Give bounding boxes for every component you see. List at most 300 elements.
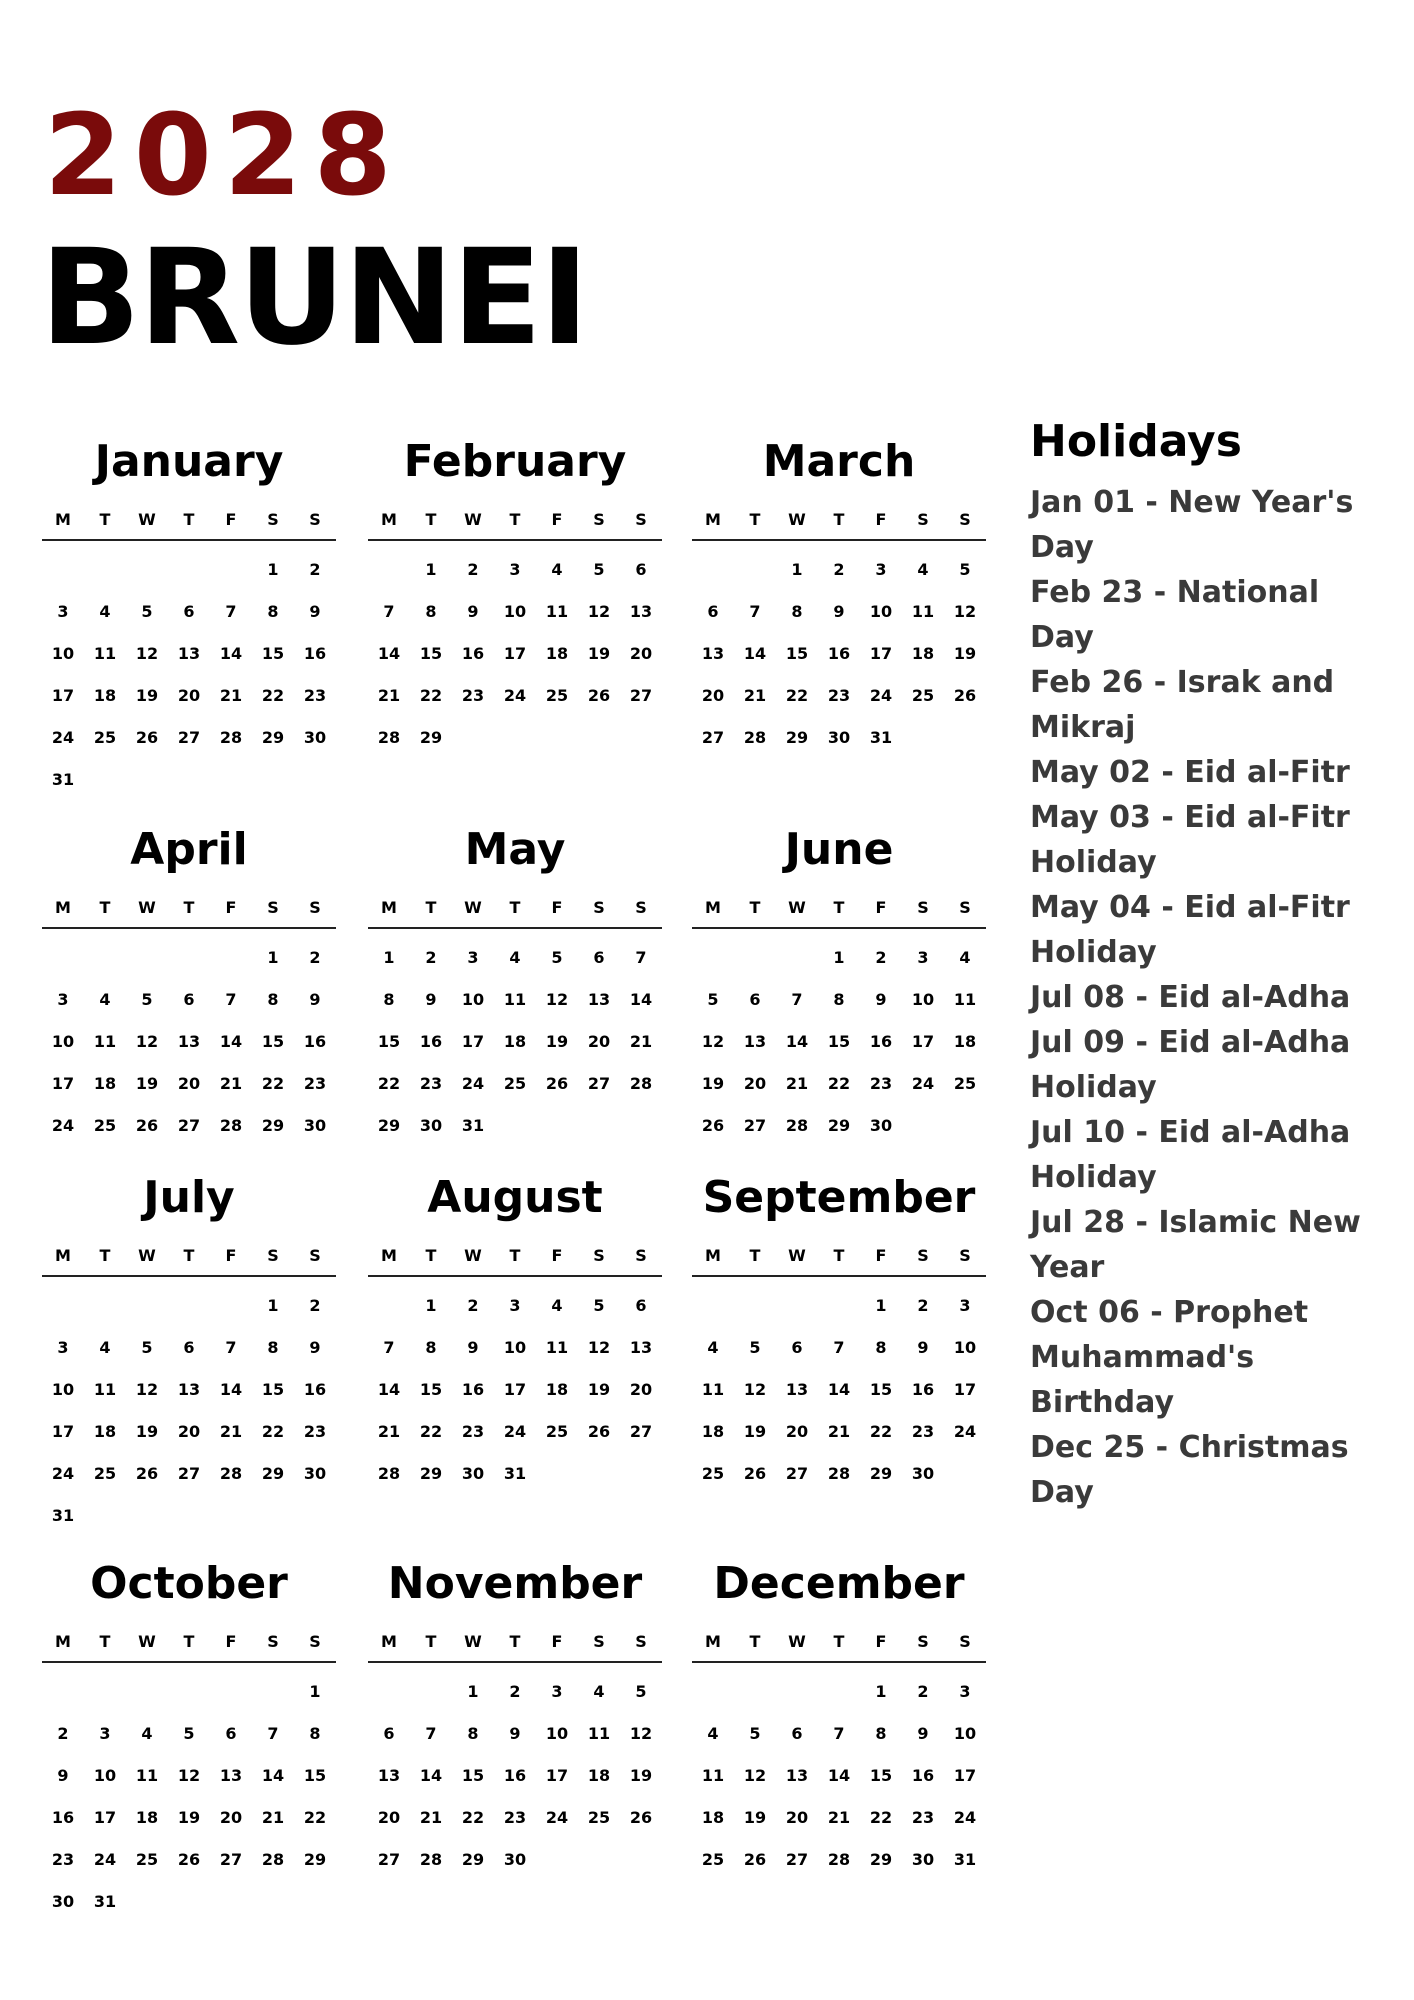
day-cell: 18 <box>701 1422 725 1441</box>
day-cell: 13 <box>177 1032 201 1051</box>
day-cell: 26 <box>135 728 159 747</box>
day-cell: 6 <box>749 990 761 1009</box>
day-cell: 17 <box>461 1032 485 1051</box>
day-cell: 27 <box>587 1074 611 1093</box>
day-cell: 11 <box>93 644 117 663</box>
day-cell: 12 <box>135 644 159 663</box>
day-cell: 19 <box>545 1032 569 1051</box>
month-june <box>692 824 986 1147</box>
day-cell: 28 <box>377 1464 401 1483</box>
weekday-header <box>368 1246 662 1277</box>
day-cell: 22 <box>419 1422 443 1441</box>
holiday-item: May 02 - Eid al-Fitr <box>1030 755 1350 790</box>
weekday-header <box>42 510 336 541</box>
day-cell: 10 <box>953 1338 977 1357</box>
day-cell: 19 <box>587 1380 611 1399</box>
day-cell: 18 <box>93 686 117 705</box>
day-cell: 29 <box>869 1850 893 1869</box>
month-name: February <box>403 436 627 487</box>
day-cell: 2 <box>309 560 321 579</box>
day-cell: 21 <box>785 1074 809 1093</box>
day-cell: 16 <box>303 1380 327 1399</box>
day-cell: 24 <box>503 686 527 705</box>
day-cell: 27 <box>785 1850 809 1869</box>
day-cell: 24 <box>953 1422 977 1441</box>
weekday-label: S <box>593 898 605 917</box>
month-name: July <box>143 1172 235 1223</box>
weekday-label: M <box>381 898 397 917</box>
holiday-list <box>1030 480 1370 1515</box>
empty-cell <box>692 1285 734 1327</box>
day-cell: 10 <box>51 644 75 663</box>
weekday-label: S <box>917 1246 929 1265</box>
day-cell: 3 <box>57 990 69 1009</box>
day-cell: 7 <box>635 948 647 967</box>
day-cell: 3 <box>99 1724 111 1743</box>
day-cell: 15 <box>869 1766 893 1785</box>
day-cell: 10 <box>545 1724 569 1743</box>
weekday-label: M <box>55 1632 71 1651</box>
day-cell: 11 <box>953 990 977 1009</box>
empty-cell <box>692 1671 734 1713</box>
weekday-label: W <box>464 1246 482 1265</box>
day-cell: 6 <box>635 1296 647 1315</box>
weekday-label: F <box>551 1632 563 1651</box>
day-cell: 15 <box>261 1380 285 1399</box>
month-name: August <box>427 1172 603 1223</box>
day-cell: 11 <box>545 602 569 621</box>
day-cell: 26 <box>587 686 611 705</box>
day-cell: 17 <box>503 1380 527 1399</box>
day-cell: 17 <box>911 1032 935 1051</box>
day-cell: 11 <box>545 1338 569 1357</box>
weekday-label: T <box>833 1632 845 1651</box>
weekday-label: T <box>183 1632 195 1651</box>
day-cell: 24 <box>545 1808 569 1827</box>
weekday-label: T <box>509 1246 521 1265</box>
holiday-item: May 04 - Eid al-Fitr Holiday <box>1030 890 1350 970</box>
day-cell: 29 <box>303 1850 327 1869</box>
weekday-label: M <box>705 1246 721 1265</box>
day-cell: 15 <box>261 644 285 663</box>
day-cell: 4 <box>509 948 521 967</box>
month-name: June <box>784 824 894 875</box>
weekday-label: T <box>509 1632 521 1651</box>
day-cell: 12 <box>177 1766 201 1785</box>
month-name: December <box>713 1558 965 1609</box>
day-cell: 16 <box>303 644 327 663</box>
day-cell: 8 <box>267 1338 279 1357</box>
day-cell: 3 <box>875 560 887 579</box>
weekday-label: S <box>309 1632 321 1651</box>
weekday-label: S <box>593 1632 605 1651</box>
day-cell: 4 <box>141 1724 153 1743</box>
weekday-header <box>42 1246 336 1277</box>
day-cell: 10 <box>461 990 485 1009</box>
day-cell: 23 <box>827 686 851 705</box>
empty-cell <box>368 1285 410 1327</box>
day-cell: 23 <box>461 1422 485 1441</box>
holiday-item: Jul 09 - Eid al-Adha Holiday <box>1030 1025 1351 1105</box>
weekday-label: T <box>833 510 845 529</box>
day-cell: 28 <box>743 728 767 747</box>
holiday-item: Feb 23 - National Day <box>1030 575 1320 655</box>
weekday-label: F <box>225 1246 237 1265</box>
weekday-header <box>692 898 986 929</box>
day-cell: 13 <box>177 1380 201 1399</box>
day-cell: 11 <box>503 990 527 1009</box>
day-cell: 18 <box>135 1808 159 1827</box>
day-cell: 20 <box>785 1808 809 1827</box>
day-cell: 7 <box>267 1724 279 1743</box>
weekday-label: M <box>381 1246 397 1265</box>
day-cell: 31 <box>953 1850 977 1869</box>
day-grid <box>42 1277 336 1537</box>
weekday-label: T <box>183 898 195 917</box>
weekday-label: S <box>309 898 321 917</box>
country-title: BRUNEI <box>40 221 588 375</box>
day-cell: 19 <box>701 1074 725 1093</box>
weekday-label: F <box>225 898 237 917</box>
weekday-label: W <box>788 510 806 529</box>
weekday-label: S <box>635 1632 647 1651</box>
day-cell: 27 <box>377 1850 401 1869</box>
day-cell: 4 <box>917 560 929 579</box>
day-cell: 12 <box>587 602 611 621</box>
day-cell: 28 <box>785 1116 809 1135</box>
empty-cell <box>126 1285 168 1327</box>
day-cell: 3 <box>509 560 521 579</box>
day-cell: 4 <box>551 560 563 579</box>
holiday-item: Feb 26 - Israk and Mikraj <box>1030 665 1335 745</box>
weekday-label: T <box>425 510 437 529</box>
day-cell: 10 <box>93 1766 117 1785</box>
day-cell: 10 <box>869 602 893 621</box>
day-cell: 27 <box>219 1850 243 1869</box>
day-cell: 1 <box>467 1682 479 1701</box>
weekday-label: S <box>309 1246 321 1265</box>
day-cell: 25 <box>701 1850 725 1869</box>
day-cell: 29 <box>827 1116 851 1135</box>
day-cell: 4 <box>99 990 111 1009</box>
weekday-label: M <box>55 510 71 529</box>
day-cell: 13 <box>629 1338 653 1357</box>
weekday-label: W <box>138 1632 156 1651</box>
day-cell: 1 <box>267 1296 279 1315</box>
day-cell: 4 <box>707 1724 719 1743</box>
weekday-header <box>42 898 336 929</box>
holiday-item: Oct 06 - Prophet Muhammad's Birthday <box>1030 1295 1309 1420</box>
day-cell: 14 <box>827 1380 851 1399</box>
day-cell: 31 <box>51 1506 75 1525</box>
day-cell: 25 <box>545 1422 569 1441</box>
day-cell: 29 <box>869 1464 893 1483</box>
day-cell: 27 <box>177 1116 201 1135</box>
day-cell: 22 <box>419 686 443 705</box>
weekday-header <box>368 898 662 929</box>
weekday-label: S <box>267 1246 279 1265</box>
empty-cell <box>42 1671 84 1713</box>
year-title: 2028 <box>44 91 404 221</box>
day-cell: 4 <box>551 1296 563 1315</box>
day-cell: 23 <box>51 1850 75 1869</box>
day-cell: 23 <box>419 1074 443 1093</box>
holiday-item: May 03 - Eid al-Fitr Holiday <box>1030 800 1350 880</box>
day-cell: 28 <box>219 728 243 747</box>
day-cell: 5 <box>959 560 971 579</box>
day-cell: 7 <box>833 1724 845 1743</box>
day-cell: 30 <box>303 1464 327 1483</box>
weekday-label: S <box>593 510 605 529</box>
day-cell: 16 <box>51 1808 75 1827</box>
day-cell: 1 <box>875 1296 887 1315</box>
day-cell: 2 <box>917 1682 929 1701</box>
day-cell: 9 <box>309 602 321 621</box>
day-cell: 2 <box>467 560 479 579</box>
day-cell: 15 <box>419 644 443 663</box>
day-cell: 25 <box>953 1074 977 1093</box>
weekday-label: W <box>138 898 156 917</box>
empty-cell <box>168 1671 210 1713</box>
day-cell: 26 <box>743 1850 767 1869</box>
weekday-header <box>692 510 986 541</box>
day-cell: 8 <box>875 1338 887 1357</box>
day-grid <box>692 1277 986 1495</box>
day-cell: 8 <box>875 1724 887 1743</box>
day-cell: 22 <box>377 1074 401 1093</box>
holiday-item: Jan 01 - New Year's Day <box>1030 485 1354 565</box>
day-cell: 25 <box>93 1464 117 1483</box>
day-cell: 11 <box>135 1766 159 1785</box>
day-cell: 19 <box>953 644 977 663</box>
day-cell: 9 <box>425 990 437 1009</box>
month-december <box>692 1558 986 1881</box>
weekday-label: T <box>833 898 845 917</box>
day-cell: 20 <box>629 1380 653 1399</box>
weekday-label: T <box>509 510 521 529</box>
empty-cell <box>168 1285 210 1327</box>
day-cell: 30 <box>503 1850 527 1869</box>
holiday-item: Dec 25 - Christmas Day <box>1030 1430 1349 1510</box>
day-cell: 15 <box>461 1766 485 1785</box>
weekday-label: T <box>749 898 761 917</box>
month-name: January <box>94 436 284 487</box>
day-cell: 24 <box>461 1074 485 1093</box>
day-cell: 27 <box>629 686 653 705</box>
day-cell: 30 <box>461 1464 485 1483</box>
day-cell: 28 <box>419 1850 443 1869</box>
day-cell: 9 <box>917 1724 929 1743</box>
weekday-label: T <box>425 1632 437 1651</box>
day-cell: 17 <box>545 1766 569 1785</box>
weekday-label: S <box>593 1246 605 1265</box>
empty-cell <box>168 549 210 591</box>
day-cell: 3 <box>467 948 479 967</box>
day-cell: 18 <box>93 1422 117 1441</box>
day-cell: 6 <box>383 1724 395 1743</box>
day-cell: 30 <box>911 1850 935 1869</box>
day-cell: 16 <box>827 644 851 663</box>
day-cell: 6 <box>791 1724 803 1743</box>
month-february <box>368 436 662 759</box>
day-cell: 6 <box>635 560 647 579</box>
weekday-label: T <box>183 510 195 529</box>
day-cell: 12 <box>545 990 569 1009</box>
day-cell: 15 <box>261 1032 285 1051</box>
day-cell: 12 <box>743 1380 767 1399</box>
day-cell: 19 <box>135 1074 159 1093</box>
day-cell: 2 <box>833 560 845 579</box>
weekday-label: M <box>55 1246 71 1265</box>
weekday-label: S <box>267 1632 279 1651</box>
day-grid <box>42 1663 336 1923</box>
weekday-label: T <box>749 1246 761 1265</box>
day-cell: 20 <box>377 1808 401 1827</box>
weekday-label: S <box>959 898 971 917</box>
day-cell: 13 <box>785 1380 809 1399</box>
day-grid <box>692 929 986 1147</box>
weekday-label: S <box>917 898 929 917</box>
empty-cell <box>734 1285 776 1327</box>
weekday-label: S <box>917 510 929 529</box>
day-cell: 18 <box>911 644 935 663</box>
day-cell: 7 <box>225 602 237 621</box>
day-grid <box>692 1663 986 1881</box>
day-cell: 28 <box>629 1074 653 1093</box>
day-cell: 14 <box>377 1380 401 1399</box>
day-cell: 2 <box>467 1296 479 1315</box>
day-cell: 16 <box>461 1380 485 1399</box>
day-cell: 11 <box>93 1380 117 1399</box>
empty-cell <box>692 937 734 979</box>
weekday-label: S <box>959 1246 971 1265</box>
month-name: September <box>702 1172 976 1223</box>
day-cell: 16 <box>461 644 485 663</box>
empty-cell <box>692 549 734 591</box>
empty-cell <box>734 549 776 591</box>
empty-cell <box>734 1671 776 1713</box>
day-cell: 25 <box>135 1850 159 1869</box>
day-cell: 21 <box>743 686 767 705</box>
day-cell: 29 <box>419 728 443 747</box>
weekday-label: M <box>705 898 721 917</box>
weekday-header <box>42 1632 336 1663</box>
day-cell: 30 <box>827 728 851 747</box>
day-cell: 1 <box>309 1682 321 1701</box>
weekday-label: F <box>551 510 563 529</box>
day-cell: 3 <box>959 1682 971 1701</box>
day-cell: 17 <box>953 1766 977 1785</box>
day-cell: 5 <box>183 1724 195 1743</box>
day-cell: 29 <box>461 1850 485 1869</box>
weekday-label: S <box>309 510 321 529</box>
day-cell: 2 <box>875 948 887 967</box>
empty-cell <box>210 1285 252 1327</box>
weekday-label: W <box>464 1632 482 1651</box>
holiday-item: Jul 08 - Eid al-Adha <box>1030 980 1351 1015</box>
day-grid <box>368 1663 662 1881</box>
day-cell: 22 <box>261 1422 285 1441</box>
day-grid <box>368 929 662 1147</box>
day-cell: 17 <box>869 644 893 663</box>
empty-cell <box>126 549 168 591</box>
month-september <box>692 1172 986 1495</box>
day-cell: 26 <box>587 1422 611 1441</box>
day-cell: 14 <box>219 1380 243 1399</box>
day-cell: 16 <box>303 1032 327 1051</box>
day-cell: 30 <box>51 1892 75 1911</box>
day-cell: 29 <box>261 728 285 747</box>
day-cell: 7 <box>383 1338 395 1357</box>
day-cell: 14 <box>785 1032 809 1051</box>
day-cell: 4 <box>99 602 111 621</box>
weekday-label: F <box>875 898 887 917</box>
weekday-label: S <box>267 898 279 917</box>
day-cell: 15 <box>419 1380 443 1399</box>
day-cell: 6 <box>707 602 719 621</box>
day-cell: 6 <box>791 1338 803 1357</box>
weekday-label: M <box>381 1632 397 1651</box>
day-cell: 3 <box>57 1338 69 1357</box>
day-cell: 25 <box>911 686 935 705</box>
day-cell: 2 <box>309 948 321 967</box>
day-cell: 26 <box>953 686 977 705</box>
day-cell: 6 <box>183 602 195 621</box>
day-cell: 22 <box>303 1808 327 1827</box>
day-cell: 25 <box>93 1116 117 1135</box>
day-cell: 27 <box>743 1116 767 1135</box>
day-cell: 10 <box>51 1032 75 1051</box>
day-cell: 11 <box>701 1766 725 1785</box>
day-cell: 21 <box>219 1074 243 1093</box>
empty-cell <box>368 1671 410 1713</box>
weekday-label: M <box>55 898 71 917</box>
day-cell: 14 <box>219 1032 243 1051</box>
day-cell: 16 <box>419 1032 443 1051</box>
day-cell: 20 <box>701 686 725 705</box>
day-cell: 10 <box>503 1338 527 1357</box>
day-cell: 25 <box>93 728 117 747</box>
day-cell: 9 <box>875 990 887 1009</box>
day-cell: 13 <box>219 1766 243 1785</box>
day-cell: 9 <box>917 1338 929 1357</box>
day-cell: 29 <box>419 1464 443 1483</box>
day-cell: 7 <box>833 1338 845 1357</box>
day-cell: 28 <box>827 1464 851 1483</box>
day-cell: 28 <box>219 1116 243 1135</box>
month-august <box>368 1172 662 1495</box>
day-cell: 15 <box>303 1766 327 1785</box>
day-cell: 3 <box>959 1296 971 1315</box>
day-cell: 10 <box>51 1380 75 1399</box>
day-cell: 11 <box>587 1724 611 1743</box>
empty-cell <box>42 549 84 591</box>
day-cell: 14 <box>261 1766 285 1785</box>
day-cell: 28 <box>261 1850 285 1869</box>
day-cell: 26 <box>135 1464 159 1483</box>
day-cell: 26 <box>135 1116 159 1135</box>
day-cell: 11 <box>701 1380 725 1399</box>
day-cell: 14 <box>743 644 767 663</box>
day-cell: 24 <box>911 1074 935 1093</box>
day-cell: 5 <box>749 1724 761 1743</box>
day-cell: 8 <box>383 990 395 1009</box>
day-cell: 5 <box>141 602 153 621</box>
day-cell: 29 <box>261 1464 285 1483</box>
day-cell: 14 <box>377 644 401 663</box>
day-cell: 21 <box>377 686 401 705</box>
day-cell: 5 <box>551 948 563 967</box>
